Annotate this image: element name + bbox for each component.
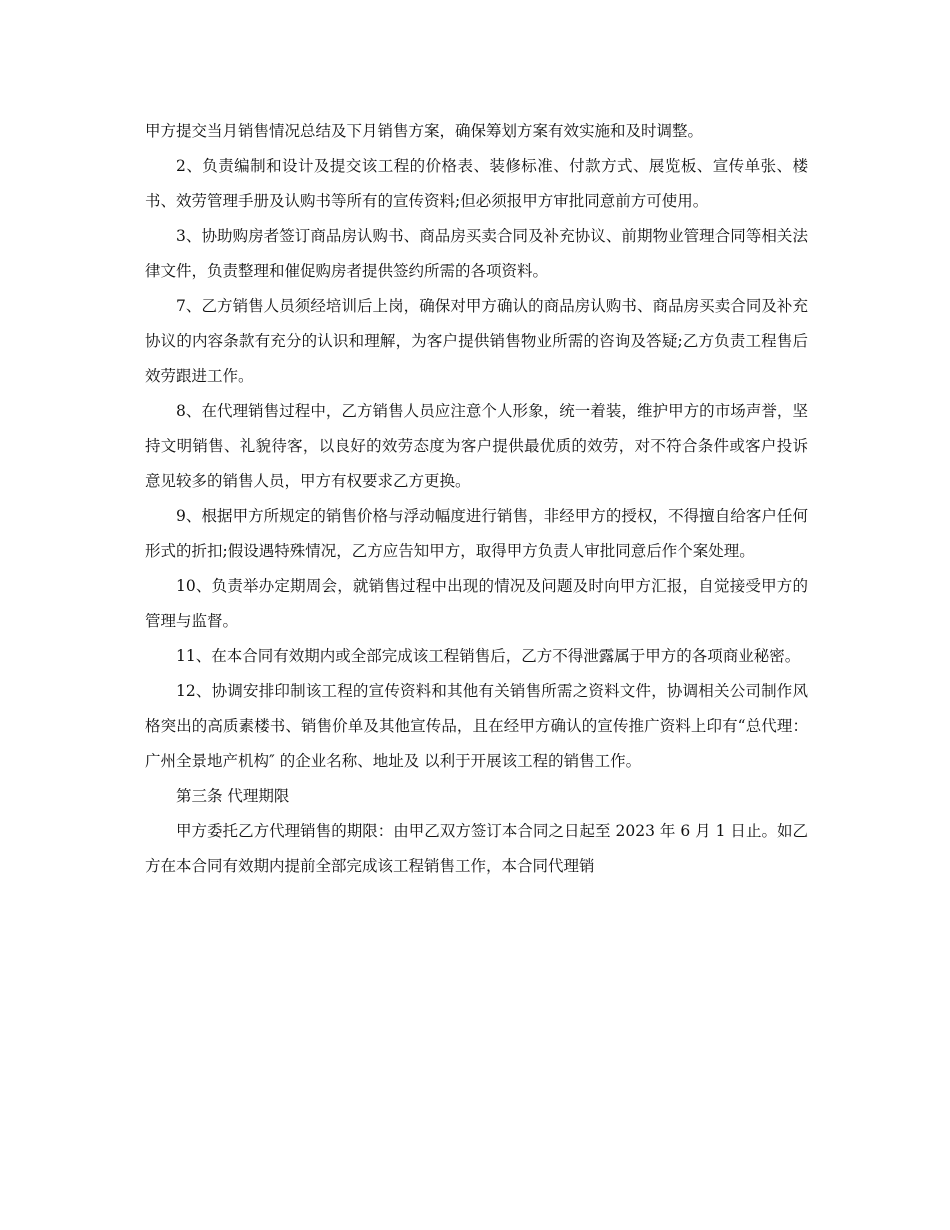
- paragraph-item-11: 11、在本合同有效期内或全部完成该工程销售后，乙方不得泄露属于甲方的各项商业秘密。: [176, 647, 801, 665]
- paragraph-item-10: 10、负责举办定期周会，就销售过程中出现的情况及问题及时向甲方汇报，自觉接受甲方的管理与监督。: [145, 577, 808, 630]
- paragraph-item-9: 9、根据甲方所规定的销售价格与浮动幅度进行销售，非经甲方的授权，不得擅自给客户任何形式的折扣;假设遇特殊情况，乙方应告知甲方，取得甲方负责人审批同意后作个案处理。: [145, 507, 808, 560]
- section-heading: 第三条 代理期限: [176, 787, 290, 805]
- paragraph-continuation: 甲方提交当月销售情况总结及下月销售方案，确保筹划方案有效实施和及时调整。: [145, 122, 704, 140]
- paragraph-item-12: 12、协调安排印制该工程的宣传资料和其他有关销售所需之资料文件，协调相关公司制作风格突出的高质素楼书、销售价单及其他宣传品，且在经甲方确认的宣传推广资料上印有“总代理：广州全景地产机构″ 的企业名称、地址及 以利于开展该工程的销售工作。: [145, 682, 808, 770]
- paragraph-item-2: 2、负责编制和设计及提交该工程的价格表、装修标准、付款方式、展览板、宣传单张、楼书、效劳管理手册及认购书等所有的宣传资料;但必须报甲方审批同意前方可使用。: [145, 157, 808, 210]
- paragraph-item-8: 8、在代理销售过程中，乙方销售人员应注意个人形象，统一着装，维护甲方的市场声誉，坚持文明销售、礼貌待客，以良好的效劳态度为客户提供最优质的效劳，对不符合条件或客户投诉意见较多的销售人员，甲方有权要求乙方更换。: [145, 402, 808, 490]
- paragraph-item-7: 7、乙方销售人员须经培训后上岗，确保对甲方确认的商品房认购书、商品房买卖合同及补充协议的内容条款有充分的认识和理解，为客户提供销售物业所需的咨询及答疑;乙方负责工程售后效劳跟进工作。: [145, 297, 808, 385]
- paragraph-item-3: 3、协助购房者签订商品房认购书、商品房买卖合同及补充协议、前期物业管理合同等相关法律文件，负责整理和催促购房者提供签约所需的各项资料。: [145, 227, 808, 280]
- paragraph-agency-term: 甲方委托乙方代理销售的期限：由甲乙双方签订本合同之日起至 2023 年 6 月 1 日止。如乙方在本合同有效期内提前全部完成该工程销售工作，本合同代理销: [145, 822, 808, 875]
